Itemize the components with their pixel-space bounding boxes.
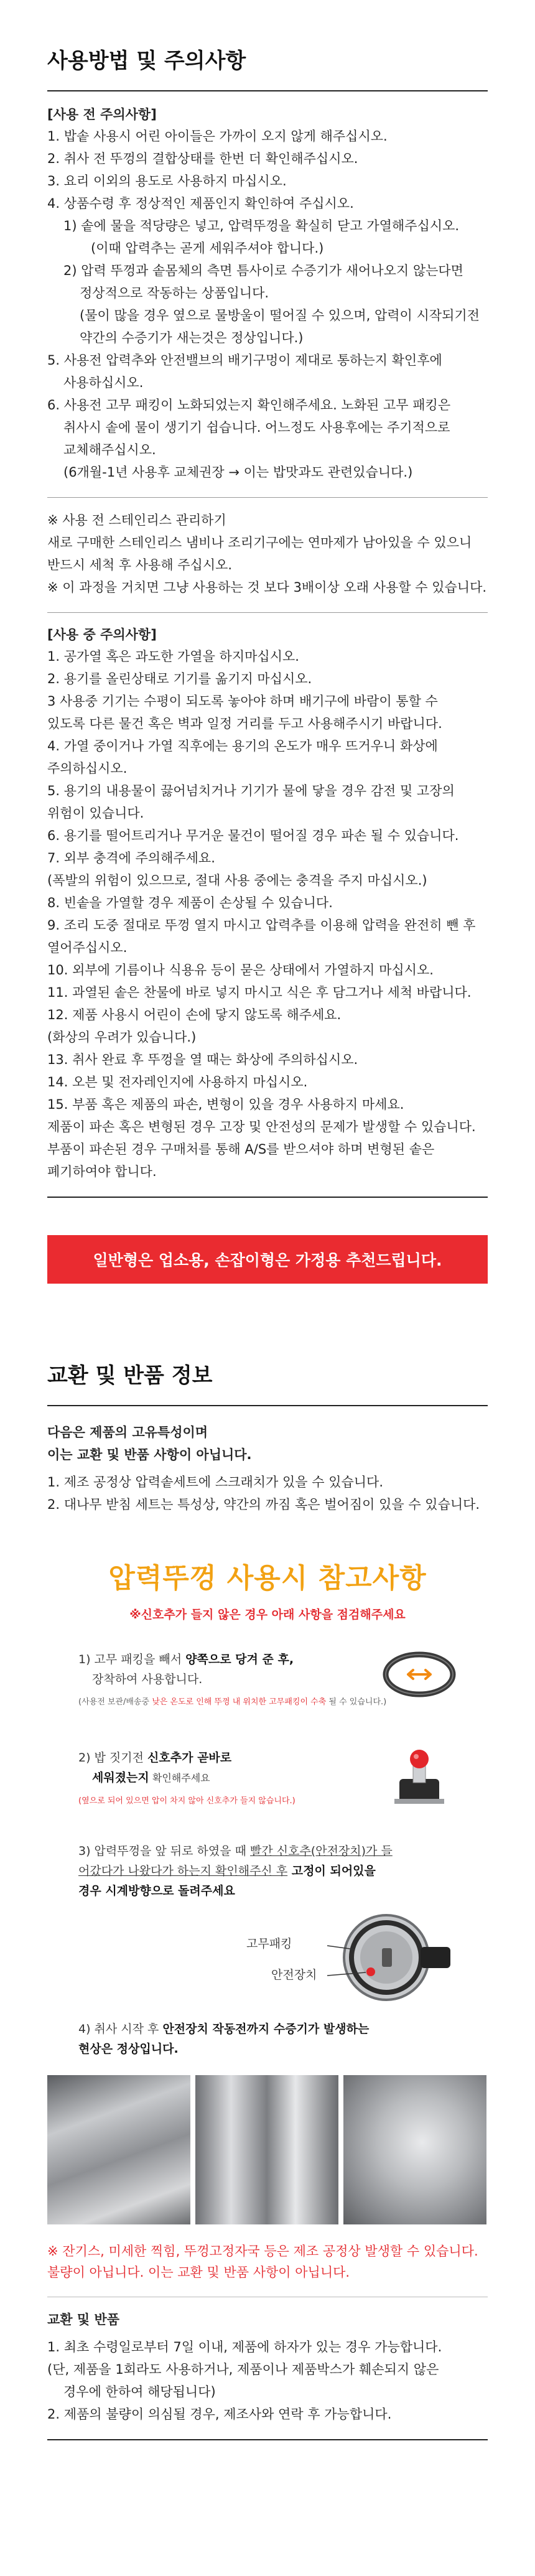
during-use-heading: [사용 중 주의사항] (47, 627, 157, 642)
during-use-line: 8. 빈솥을 가열할 경우 제품이 손상될 수 있습니다. (47, 895, 333, 910)
recommendation-banner: 일반형은 업소용, 손잡이형은 가정용 추천드립니다. (47, 1235, 488, 1284)
guide-title: 압력뚜껑 사용시 참고사항 (108, 1562, 427, 1594)
footer-spacer (47, 2440, 488, 2509)
exchange-line: 경우에 한하여 해당됩니다) (63, 2384, 216, 2399)
step-3-under2: 어갔다가 나왔다가 하는지 확인해주신 후 (78, 1864, 288, 1878)
before-use-subline: (이때 압력추는 곧게 세워주셔야 합니다.) (91, 241, 324, 256)
gasket-ring-icon (382, 1650, 457, 1699)
step-4-prefix: 4) 취사 시작 후 (78, 2022, 163, 2036)
product-photo-3 (343, 2075, 486, 2224)
during-use-line: (화상의 우려가 있습니다.) (47, 1030, 197, 1045)
during-use-line: 6. 용기를 떨어트리거나 무거운 물건이 떨어질 경우 파손 될 수 있습니다. (47, 828, 459, 843)
during-use-line: 폐기하여야 합니다. (47, 1164, 157, 1179)
during-use-line: 위험이 있습니다. (47, 806, 144, 821)
before-use-subline: 정상적으로 작동하는 상품입니다. (80, 286, 269, 301)
product-photos (47, 2075, 488, 2224)
before-use-line: 5. 사용전 압력추와 안전밸브의 배기구멍이 제대로 통하는지 확인후에 (47, 353, 442, 368)
stainless-care-block (47, 509, 488, 599)
step-1-text (78, 1650, 365, 1689)
during-use-line: 14. 오븐 및 전자레인지에 사용하지 마십시오. (47, 1075, 308, 1090)
lid-diagram (78, 1911, 488, 2004)
stainless-line: ※ 사용 전 스테인리스 관리하기 (47, 513, 226, 528)
during-use-line: 4. 가열 중이거나 가열 직후에는 용기의 온도가 매우 뜨거우니 화상에 (47, 739, 438, 754)
label-safety: 안전장치 (271, 1968, 317, 1982)
step-1-line2: 장착하여 사용합니다. (92, 1673, 203, 1686)
before-use-subline: (물이 많을 경우 옆으로 물방울이 떨어질 수 있으며, 압력이 시작되기전 (80, 308, 480, 323)
step-4-text (78, 2019, 488, 2059)
during-use-line: 13. 취사 완료 후 뚜껑을 열 때는 화상에 주의하십시오. (47, 1052, 358, 1067)
during-use-block (47, 624, 488, 1183)
intro-item: 1. 제조 공정상 압력솥세트에 스크래치가 있을 수 있습니다. (47, 1475, 384, 1490)
guide-subtitle: ※신호추가 들지 않은 경우 아래 사항을 점검해주세요 (129, 1608, 406, 1622)
before-use-line: (6개월-1년 사용후 교체권장 → 이는 밥맛과도 관련있습니다.) (63, 465, 413, 480)
during-use-line: (폭발의 위험이 있으므로, 절대 사용 중에는 충격을 주지 마십시오.) (47, 873, 427, 888)
pressure-lid-icon (327, 1911, 452, 2004)
step-1-note-prefix: (사용전 보관/배송중 (78, 1697, 152, 1707)
guide-step-2 (47, 1748, 488, 1822)
before-use-line: 2. 취사 전 뚜껑의 결합상태를 한번 더 확인해주십시오. (47, 151, 358, 166)
during-use-line: 12. 제품 사용시 어린이 손에 닿지 않도록 해주세요. (47, 1007, 342, 1022)
exchange-policy-block (47, 2308, 488, 2425)
divider (47, 497, 488, 498)
exchange-line: (단, 제품을 1회라도 사용하거나, 제품이나 제품박스가 훼손되지 않은 (47, 2362, 439, 2377)
step-3-line3: 경우 시계방향으로 돌려주세요 (78, 1884, 235, 1898)
during-use-line: 9. 조리 도중 절대로 뚜껑 열지 마시고 압력추를 이용해 압력을 완전히 뺀 후 (47, 918, 476, 933)
step-2-bold1: 신호추가 곧바로 (147, 1751, 232, 1765)
step-2-prefix: 2) 밥 짓기전 (78, 1751, 148, 1765)
before-use-subline: 2) 압력 뚜껑과 솥몸체의 측면 틈사이로 수증기가 새어나오지 않는다면 (63, 263, 463, 278)
exchange-return-title: 교환 및 반품 정보 (47, 1358, 488, 1406)
step-1-note-suffix: 될 수 있습니다.) (326, 1697, 387, 1707)
before-use-line: 교체해주십시오. (63, 442, 156, 457)
during-use-line: 열어주십시오. (47, 940, 128, 955)
before-use-subline: 약간의 수증기가 새는것은 정상입니다.) (80, 330, 304, 345)
step-2-suffix: 확인해주세요 (149, 1772, 210, 1784)
step-4-line2: 현상은 정상입니다. (78, 2042, 179, 2056)
during-use-line: 있도록 다른 물건 혹은 벽과 일정 거리를 두고 사용해주시기 바랍니다. (47, 716, 442, 731)
before-use-line: 취사시 솥에 물이 생기기 쉽습니다. 어느정도 사용후에는 주기적으로 (63, 420, 450, 435)
step-3-bold: 고정이 되어있을 (287, 1864, 376, 1878)
intro-item: 2. 대나무 받침 세트는 특성상, 약간의 까짐 혹은 벌어짐이 있을 수 있습니다. (47, 1497, 480, 1512)
defect-notice (47, 2241, 488, 2283)
divider (47, 1197, 488, 1198)
during-use-line: 제품이 파손 혹은 변형된 경우 고장 및 안전성의 문제가 발생할 수 있습니다. (47, 1119, 476, 1134)
stainless-line: 반드시 세척 후 사용해 주십시오. (47, 558, 233, 572)
before-use-block (47, 104, 488, 483)
before-use-line: 4. 상품수령 후 정상적인 제품인지 확인하여 주십시오. (47, 196, 354, 211)
guide-step-4 (47, 2019, 488, 2059)
before-use-line: 1. 밥솥 사용시 어린 아이들은 가까이 오지 않게 해주십시오. (47, 129, 388, 144)
step-2-note: (옆으로 되어 있으면 압이 차지 않아 신호추가 들지 않습니다.) (78, 1796, 295, 1806)
intro-line: 다음은 제품의 고유특성이며 (47, 1425, 208, 1440)
signal-weight-icon (388, 1742, 450, 1810)
intro-block (47, 1421, 488, 1516)
during-use-line: 주의하십시오. (47, 761, 128, 776)
usage-caution-title: 사용방법 및 주의사항 (47, 0, 488, 91)
step-3-text (78, 1841, 488, 1901)
product-photo-1 (47, 2075, 190, 2224)
defect-notice-line: ※ 잔기스, 미세한 찍힘, 뚜껑고정자국 등은 제조 공정상 발생할 수 있습니다. (47, 2244, 478, 2259)
during-use-line: 3 사용중 기기는 수평이 되도록 놓아야 하며 배기구에 바람이 통할 수 (47, 694, 438, 709)
label-packing: 고무패킹 (246, 1937, 292, 1951)
step-3-under1: 빨간 신호추(안전장치)가 들 (250, 1844, 393, 1858)
during-use-line: 1. 공가열 혹은 과도한 가열을 하지마십시오. (47, 649, 299, 664)
exchange-line: 2. 제품의 불량이 의심될 경우, 제조사와 연락 후 가능합니다. (47, 2407, 392, 2422)
during-use-line: 10. 외부에 기름이나 식용유 등이 묻은 상태에서 가열하지 마십시오. (47, 963, 434, 978)
defect-notice-line: 불량이 아닙니다. 이는 교환 및 반품 사항이 아닙니다. (47, 2265, 350, 2280)
divider (47, 612, 488, 613)
step-4-bold: 안전장치 작동전까지 수증기가 발생하는 (162, 2022, 370, 2036)
step-1-prefix: 1) 고무 패킹을 빼서 (78, 1653, 186, 1666)
step-3-prefix: 3) 압력뚜껑을 앞 뒤로 하였을 때 (78, 1844, 250, 1858)
exchange-return-section (47, 1284, 488, 2440)
before-use-line: 3. 요리 이외의 용도로 사용하지 마십시오. (47, 174, 287, 189)
exchange-line: 1. 최초 수령일로부터 7일 이내, 제품에 하자가 있는 경우 가능합니다. (47, 2340, 442, 2354)
before-use-line: 사용하십시오. (63, 375, 144, 390)
during-use-line: 15. 부품 혹은 제품의 파손, 변형이 있을 경우 사용하지 마세요. (47, 1097, 404, 1112)
guide-step-3 (47, 1841, 488, 2004)
exchange-heading: 교환 및 반품 (47, 2312, 120, 2327)
during-use-line: 5. 용기의 내용물이 끓어넘치거나 기기가 물에 닿을 경우 감전 및 고장의 (47, 783, 455, 798)
during-use-line: 7. 외부 충격에 주의해주세요. (47, 851, 215, 866)
step-2-bold2: 세워졌는지 (92, 1771, 149, 1785)
step-1-note-red: 낮은 온도로 인해 뚜껑 내 위치한 고무패킹이 수축 (152, 1697, 327, 1707)
before-use-subline: 1) 솥에 물을 적당량은 넣고, 압력뚜껑을 확실히 닫고 가열해주십시오. (63, 218, 460, 233)
before-use-heading: [사용 전 주의사항] (47, 107, 157, 122)
during-use-line: 2. 용기를 올린상태로 기기를 옮기지 마십시오. (47, 671, 312, 686)
before-use-line: 6. 사용전 고무 패킹이 노화되었는지 확인해주세요. 노화된 고무 패킹은 (47, 398, 451, 413)
guide-step-1 (47, 1650, 488, 1723)
stainless-line: 새로 구매한 스테인리스 냄비나 조리기구에는 연마제가 남아있을 수 있으니 (47, 535, 472, 550)
during-use-line: 부품이 파손된 경우 구매처를 통해 A/S를 받으셔야 하며 변형된 솥은 (47, 1142, 435, 1157)
product-photo-2 (195, 2075, 338, 2224)
stainless-line: ※ 이 과정을 거치면 그냥 사용하는 것 보다 3배이상 오래 사용할 수 있습니다. (47, 580, 487, 595)
step-1-bold: 양쪽으로 당겨 준 후, (185, 1653, 294, 1666)
intro-line: 이는 교환 및 반품 사항이 아닙니다. (47, 1447, 252, 1462)
during-use-line: 11. 과열된 솥은 찬물에 바로 넣지 마시고 식은 후 담그거나 세척 바랍니다. (47, 985, 472, 1000)
